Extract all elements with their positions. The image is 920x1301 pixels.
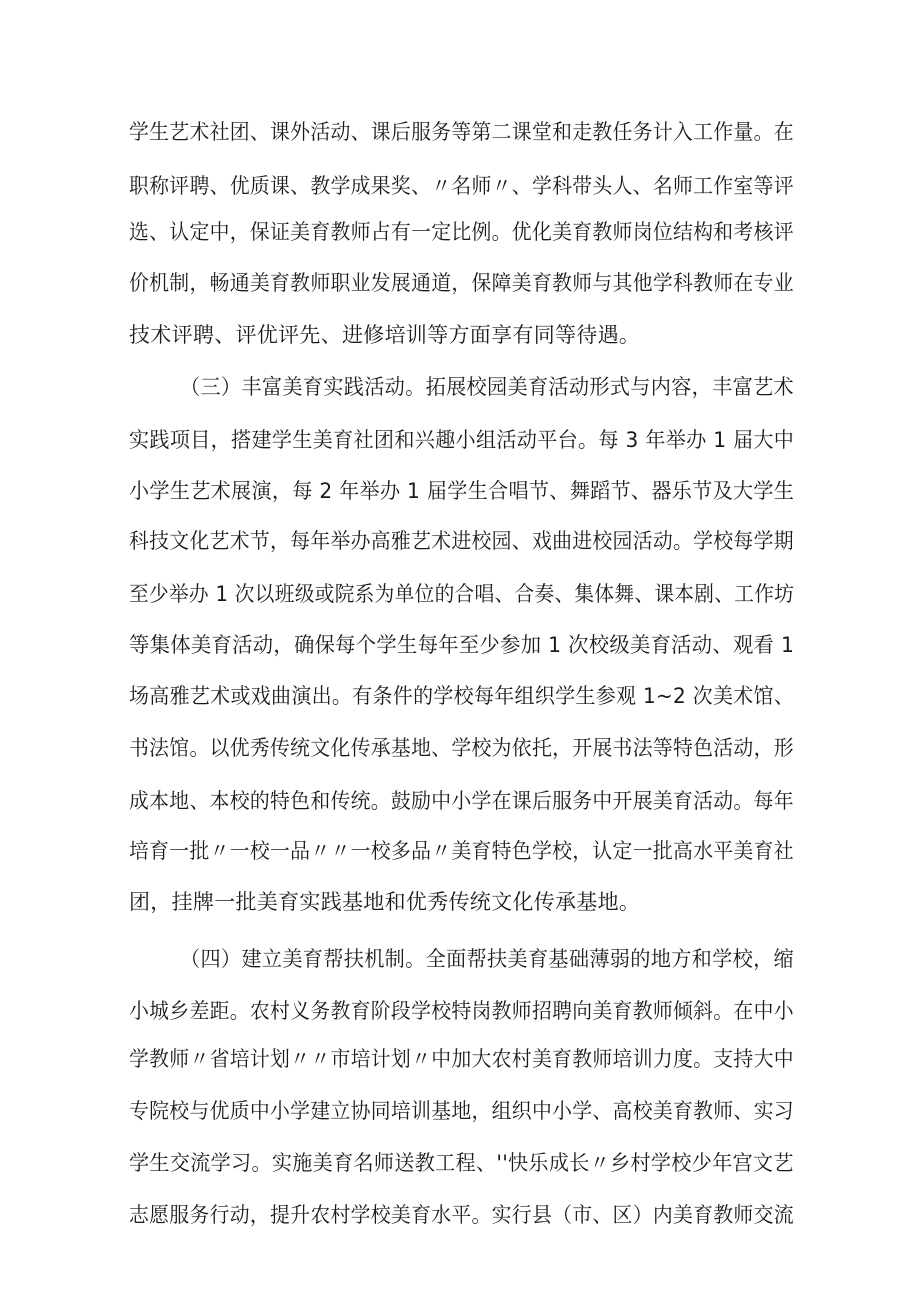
- paragraph-3-line-4: 专院校与优质中小学建立协同培训基地，组织中小学、高校美育教师、实习: [129, 1099, 794, 1123]
- paragraph-3-line-6: 志愿服务行动，提升农村学校美育水平。实行县（市、区）内美育教师交流: [129, 1203, 794, 1227]
- paragraph-1-line-5: 技术评聘、评优评先、进修培训等方面享有同等待遇。: [129, 323, 641, 347]
- paragraph-1-line-4: 价机制，畅通美育教师职业发展通道，保障美育教师与其他学科教师在专业: [129, 271, 794, 295]
- paragraph-1-line-1: 学生艺术社团、课外活动、课后服务等第二课堂和走教任务计入工作量。在: [129, 120, 794, 144]
- paragraph-2-line-7: 场高雅艺术或戏曲演出。有条件的学校每年组织学生参观 1~2 次美术馆、: [129, 684, 795, 708]
- paragraph-1-line-3: 选、认定中，保证美育教师占有一定比例。优化美育教师岗位结构和考核评: [129, 220, 794, 244]
- paragraph-2-line-10: 培育一批〃一校一品〃〃一校多品〃美育特色学校，认定一批高水平美育社: [129, 839, 794, 863]
- paragraph-2-line-2: 实践项目，搭建学生美育社团和兴趣小组活动平台。每 3 年举办 1 届大中: [129, 428, 795, 452]
- paragraph-2-line-11: 团，挂牌一批美育实践基地和优秀传统文化传承基地。: [129, 890, 641, 914]
- paragraph-3-line-1: （四）建立美育帮扶机制。全面帮扶美育基础薄弱的地方和学校，缩: [180, 947, 795, 971]
- paragraph-2-line-4: 科技文化艺术节，每年举办高雅艺术进校园、戏曲进校园活动。学校每学期: [129, 529, 794, 553]
- paragraph-2-line-6: 等集体美育活动，确保每个学生每年至少参加 1 次校级美育活动、观看 1: [129, 633, 795, 657]
- paragraph-2-line-5: 至少举办 1 次以班级或院系为单位的合唱、合奏、集体舞、课本剧、工作坊: [129, 582, 795, 606]
- paragraph-3-line-3: 学教师〃省培计划〃〃市培计划〃中加大农村美育教师培训力度。支持大中: [129, 1047, 794, 1071]
- paragraph-2-line-3: 小学生艺术展演，每 2 年举办 1 届学生合唱节、舞蹈节、器乐节及大学生: [129, 479, 795, 503]
- paragraph-2-line-8: 书法馆。以优秀传统文化传承基地、学校为依托，开展书法等特色活动，形: [129, 736, 794, 760]
- paragraph-2-line-1: （三）丰富美育实践活动。拓展校园美育活动形式与内容，丰富艺术: [180, 375, 795, 399]
- paragraph-3-line-2: 小城乡差距。农村义务教育阶段学校特岗教师招聘向美育教师倾斜。在中小: [129, 999, 794, 1023]
- paragraph-1-line-2: 职称评聘、优质课、教学成果奖、〃名师〃、学科带头人、名师工作室等评: [129, 174, 794, 198]
- paragraph-2-line-9: 成本地、本校的特色和传统。鼓励中小学在课后服务中开展美育活动。每年: [129, 789, 794, 813]
- paragraph-3-line-5: 学生交流学习。实施美育名师送教工程、''快乐成长〃乡村学校少年宫文艺: [129, 1151, 794, 1175]
